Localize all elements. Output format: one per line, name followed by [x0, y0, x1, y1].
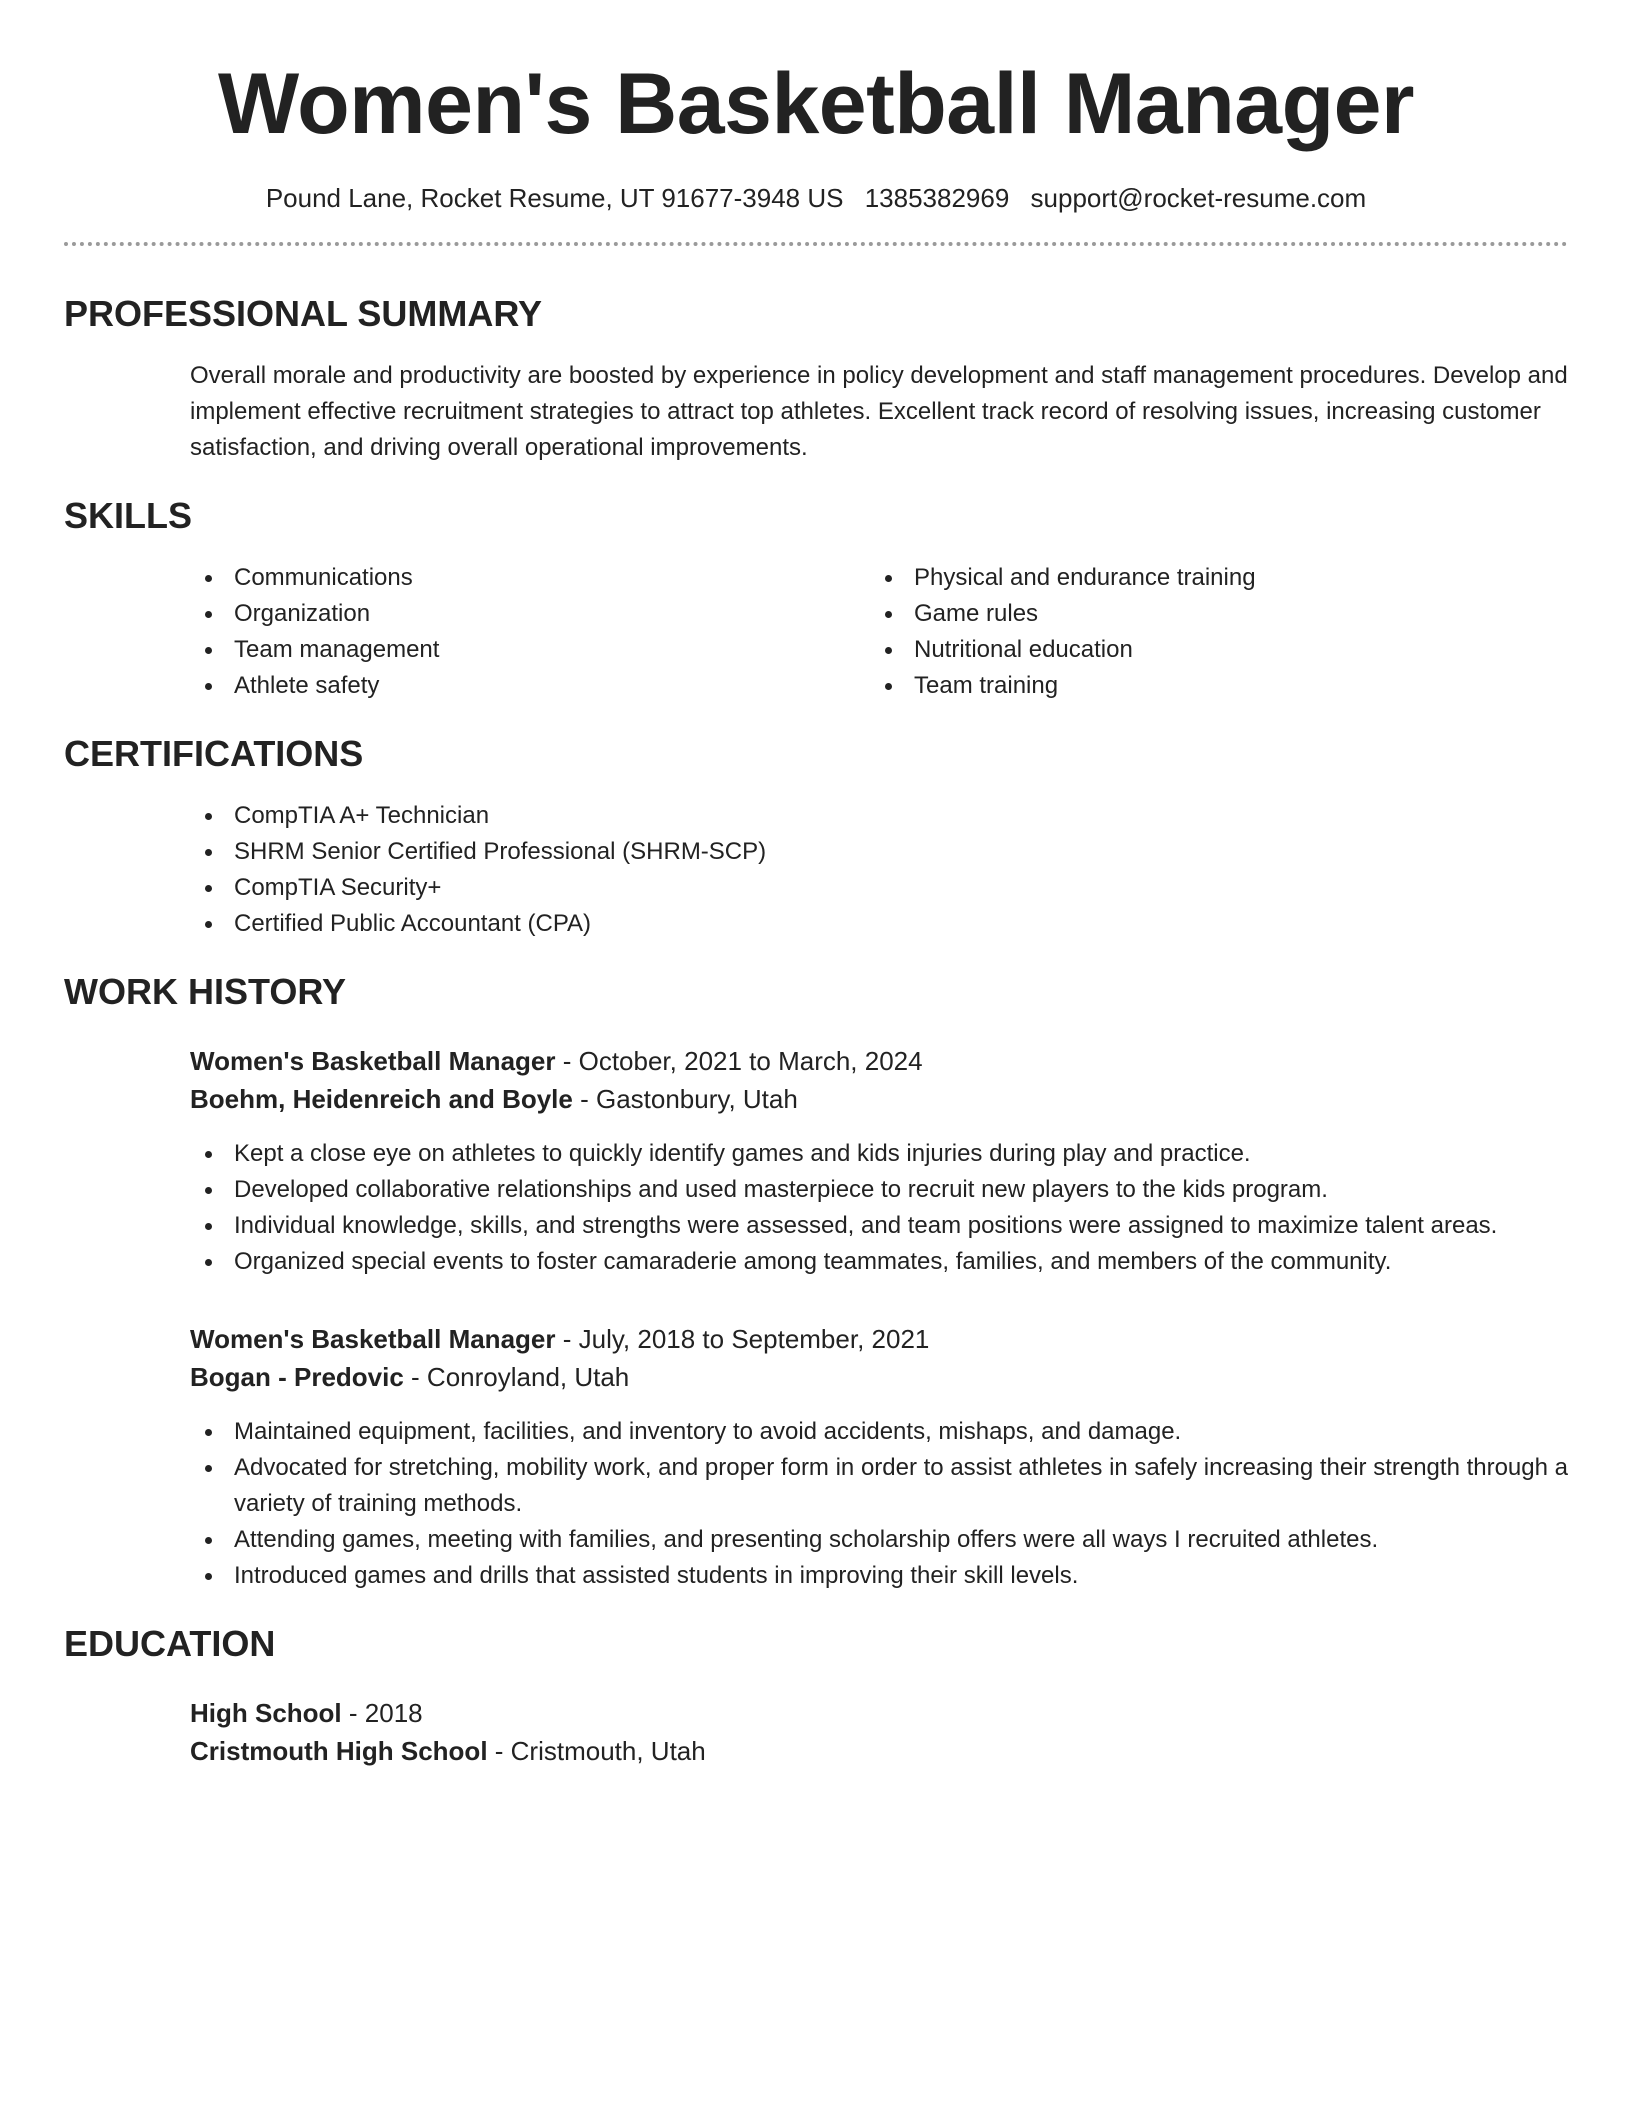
skill-item: Game rules [870, 596, 1550, 632]
summary-text: Overall morale and productivity are boosted by experience in policy development and staff management procedures. Develop and implement effective recruitment strategies to attract top athletes. Excellent track record of resolving issues, increasing customer satisfaction, and driving overall operational improvements. [190, 362, 1568, 461]
education-school-line [190, 1732, 1568, 1770]
job-bullet: Kept a close eye on athletes to quickly identify games and kids injuries during play and practice. [190, 1136, 1568, 1172]
job-bullet: Developed collaborative relationships and used masterpiece to recruit new players to the kids program. [190, 1172, 1568, 1208]
certifications-section [64, 732, 1568, 942]
section-title-summary: PROFESSIONAL SUMMARY [64, 293, 543, 334]
job-role: Women's Basketball Manager [190, 1324, 556, 1354]
work-history-section [64, 970, 1568, 1594]
certification-item: CompTIA A+ Technician [190, 798, 1568, 834]
job-bullet: Attending games, meeting with families, and presenting scholarship offers were all ways I recruited athletes. [190, 1522, 1568, 1558]
job-dates: - October, 2021 to March, 2024 [555, 1046, 923, 1076]
job-bullet: Advocated for stretching, mobility work, and proper form in order to assist athletes in safely increasing their strength through a variety of training methods. [190, 1450, 1568, 1522]
education-location: - Cristmouth, Utah [487, 1736, 706, 1766]
job-bullet: Maintained equipment, facilities, and inventory to avoid accidents, mishaps, and damage. [190, 1414, 1568, 1450]
job-dates: - July, 2018 to September, 2021 [555, 1324, 930, 1354]
job-title-line [190, 1320, 1568, 1358]
section-title-work-history: WORK HISTORY [64, 971, 347, 1012]
skill-item: Physical and endurance training [870, 560, 1550, 596]
address: Pound Lane, Rocket Resume, UT 91677-3948 US [265, 183, 844, 213]
skills-grid [64, 560, 1568, 704]
candidate-name: Women's Basketball Manager [218, 56, 1414, 152]
education-school: Cristmouth High School [190, 1736, 488, 1766]
skill-item: Team management [190, 632, 870, 668]
job-role: Women's Basketball Manager [190, 1046, 556, 1076]
education-degree-line [190, 1694, 1568, 1732]
contact-line [64, 180, 1568, 216]
job-bullet: Organized special events to foster camaraderie among teammates, families, and members of the community. [190, 1244, 1568, 1280]
skill-item: Team training [870, 668, 1550, 704]
section-title-skills: SKILLS [64, 495, 193, 536]
skill-item: Athlete safety [190, 668, 870, 704]
header-divider [64, 242, 1568, 246]
phone-number: 1385382969 [864, 183, 1010, 213]
job-company-line [190, 1358, 1568, 1396]
section-title-education: EDUCATION [64, 1623, 276, 1664]
job-title-line [190, 1042, 1568, 1080]
job-company-line [190, 1080, 1568, 1118]
education-entry [64, 1694, 1568, 1770]
job-bullet-list [190, 1414, 1568, 1594]
skill-item: Organization [190, 596, 870, 632]
certification-item: CompTIA Security+ [190, 870, 1568, 906]
job-bullet: Introduced games and drills that assisted students in improving their skill levels. [190, 1558, 1568, 1594]
job-location: - Gastonbury, Utah [572, 1084, 798, 1114]
job-bullet: Individual knowledge, skills, and strengths were assessed, and team positions were assigned to maximize talent areas. [190, 1208, 1568, 1244]
skills-column-left [190, 560, 870, 704]
section-title-certifications: CERTIFICATIONS [64, 733, 364, 774]
job-company: Bogan - Predovic [190, 1362, 404, 1392]
job-bullet-list [190, 1136, 1568, 1280]
job-entry [64, 1320, 1568, 1594]
education-section [64, 1622, 1568, 1770]
professional-summary-section [64, 292, 1568, 466]
skill-item: Communications [190, 560, 870, 596]
skills-section [64, 494, 1568, 704]
job-location: - Conroyland, Utah [403, 1362, 630, 1392]
certification-item: Certified Public Accountant (CPA) [190, 906, 1568, 942]
job-company: Boehm, Heidenreich and Boyle [190, 1084, 573, 1114]
certification-list [64, 798, 1568, 942]
skills-column-right [870, 560, 1550, 704]
job-entry [64, 1042, 1568, 1280]
education-year: - 2018 [341, 1698, 423, 1728]
email-address: support@rocket-resume.com [1030, 183, 1367, 213]
certification-item: SHRM Senior Certified Professional (SHRM-SCP) [190, 834, 1568, 870]
skill-item: Nutritional education [870, 632, 1550, 668]
education-degree: High School [190, 1698, 342, 1728]
